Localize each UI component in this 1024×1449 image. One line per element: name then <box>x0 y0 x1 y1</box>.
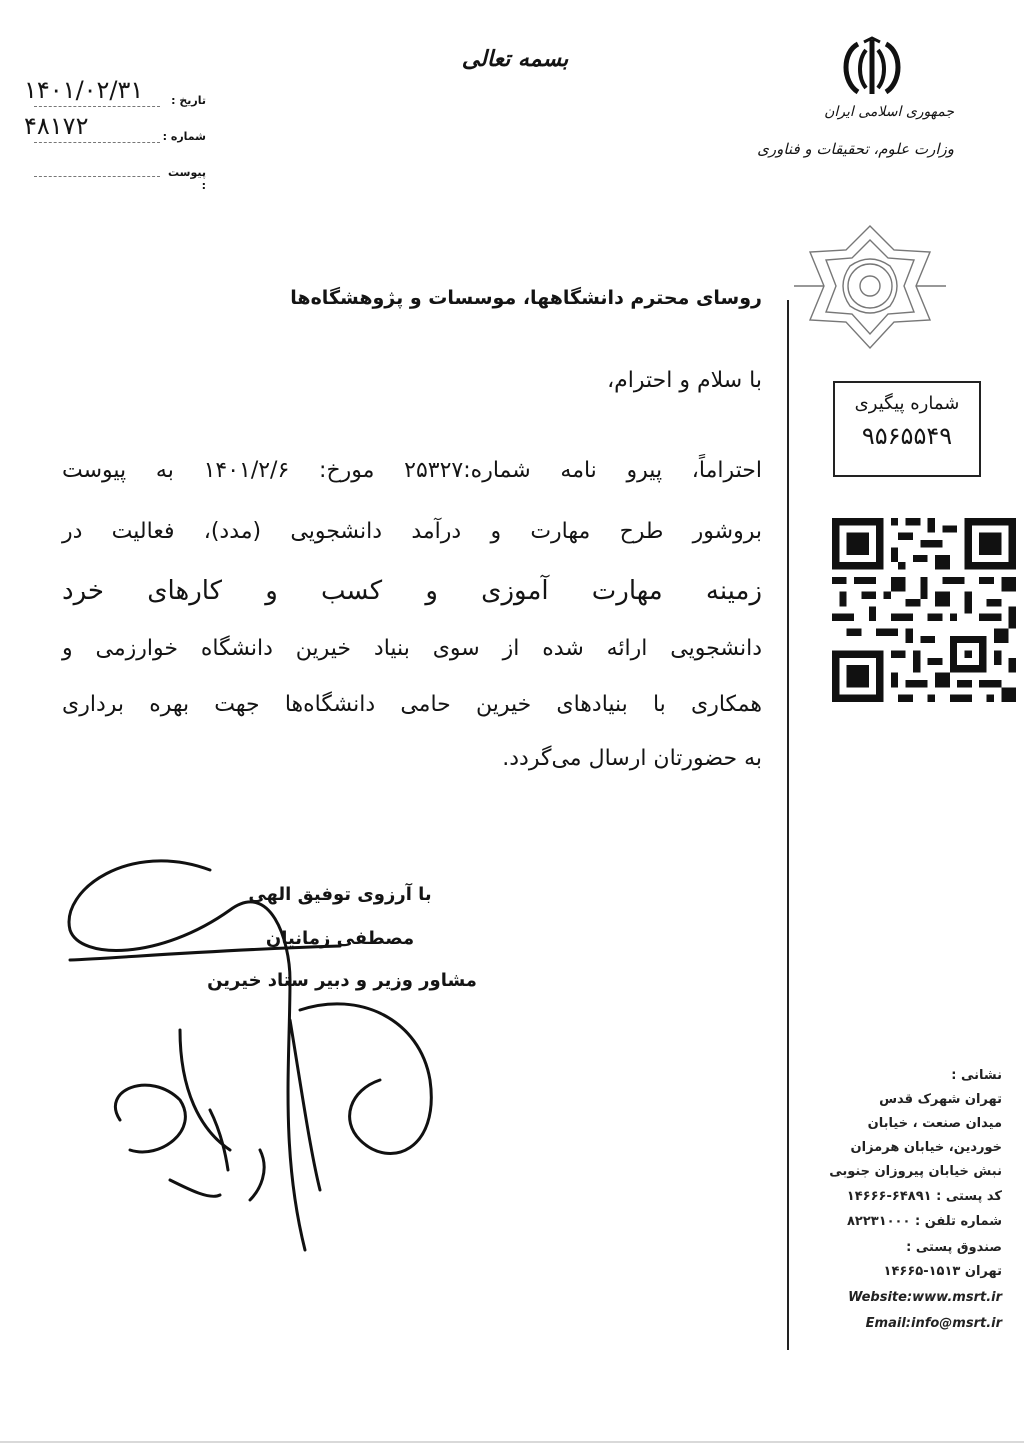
closing-wish: با آرزوی توفیق الهی <box>248 884 432 905</box>
decorative-ornament-icon <box>790 222 950 352</box>
address-line: نبش خیابان پیروزان جنوبی <box>829 1164 1002 1179</box>
number-label: شماره : <box>162 130 206 143</box>
ministry-line: وزارت علوم، تحقیقات و فناوری <box>757 140 954 158</box>
address-line: میدان صنعت ، خیابان <box>867 1116 1002 1131</box>
address-line: تهران شهرک قدس <box>879 1092 1002 1107</box>
website-link[interactable]: Website:www.msrt.ir <box>848 1290 1002 1305</box>
signatory-name: مصطفی زمانیان <box>265 928 415 949</box>
address-line: نشانی : <box>951 1068 1002 1083</box>
salutation: با سلام و احترام، <box>607 368 762 393</box>
recipient-line: روسای محترم دانشگاهها، موسسات و پژوهشگاه‌ها <box>290 287 762 309</box>
email-link[interactable]: Email:info@msrt.ir <box>865 1316 1002 1331</box>
signatory-title: مشاور وزیر و دبیر ستاد خیرین <box>207 970 477 991</box>
number-value: ۴۸۱۷۲ <box>24 112 89 140</box>
address-line: خوردین، خیابان هرمزان <box>850 1140 1002 1155</box>
iran-emblem-icon <box>836 36 908 100</box>
po-box-value: تهران ۱۵۱۳-۱۴۶۶۵ <box>883 1264 1002 1279</box>
body-line: دانشجویی ارائه شده از سوی بنیاد خیرین دانشگاه خوارزمی و <box>62 636 762 661</box>
basmala: بسمه تعالی <box>461 46 569 72</box>
body-line: زمینه مهارت آموزی و کسب و کارهای خرد <box>62 576 762 606</box>
body-line: به حضورتان ارسال می‌گردد. <box>502 746 762 771</box>
postal-code: کد پستی : ۶۴۸۹۱-۱۴۶۶۶ <box>846 1189 1002 1204</box>
date-value: ۱۴۰۱/۰۲/۳۱ <box>24 76 144 104</box>
body-line: همکاری با بنیادهای خیرین حامی دانشگاه‌ها جهت بهره برداری <box>62 692 762 717</box>
page-edge <box>0 1441 1024 1443</box>
tracking-box <box>833 381 981 477</box>
po-box-label: صندوق پستی : <box>906 1240 1002 1255</box>
tracking-number: ۹۵۶۵۵۴۹ <box>861 422 953 450</box>
handwritten-signature <box>60 850 490 1270</box>
phone-number: شماره تلفن : ۸۲۲۳۱۰۰۰ <box>846 1214 1002 1229</box>
country-line: جمهوری اسلامی ایران <box>824 104 954 120</box>
date-label: تاریخ : <box>171 94 206 107</box>
right-margin-divider <box>787 300 789 1350</box>
attachment-label: پیوست : <box>168 166 206 192</box>
body-line: بروشور طرح مهارت و درآمد دانشجویی (مدد)، فعالیت در <box>62 519 762 544</box>
tracking-label: شماره پیگیری <box>854 393 960 414</box>
qr-code-icon <box>832 518 1016 702</box>
body-line: احتراماً، پیرو نامه شماره:۲۵۳۲۷ مورخ: ۱۴۰۱/۲/۶ به پیوست <box>62 458 762 483</box>
